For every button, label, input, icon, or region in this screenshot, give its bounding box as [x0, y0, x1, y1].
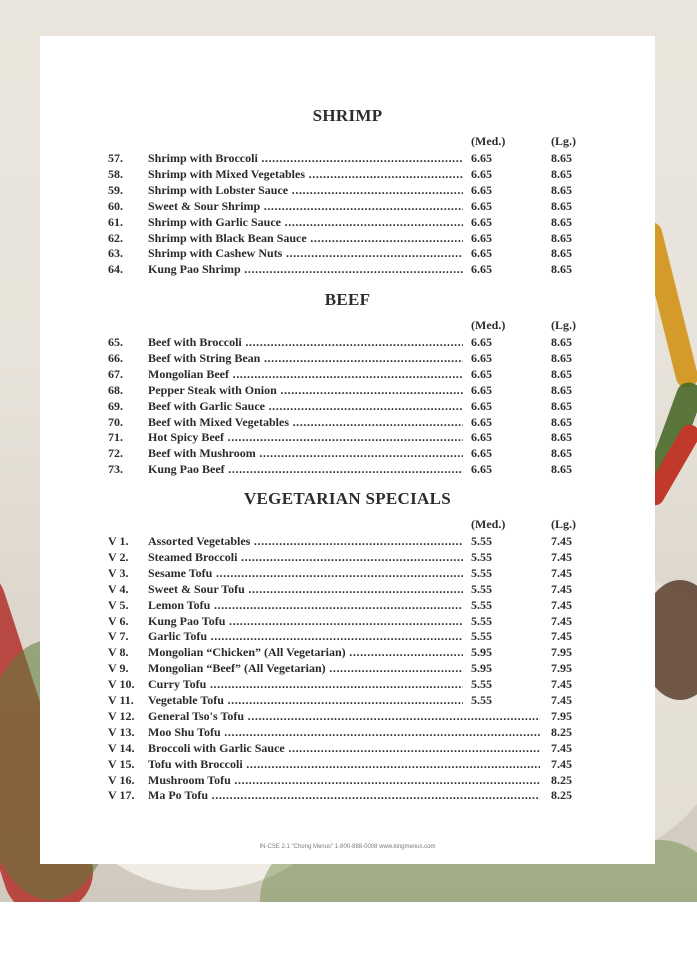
menu-item-price-lg: 8.65 [551, 382, 572, 397]
menu-item-number: V 3. [108, 565, 129, 580]
menu-item-number: 63. [108, 246, 123, 261]
menu-item-name: Beef with Garlic Sauce ..... [148, 398, 463, 414]
menu-item-price-med: 5.55 [471, 565, 492, 580]
menu-item-price-lg: 8.25 [551, 724, 572, 739]
menu-item-name: Beef with Broccoli ..... [148, 334, 463, 350]
column-header-med: (Med.) [471, 517, 506, 531]
menu-item-row [108, 740, 588, 756]
menu-item-row [108, 708, 588, 724]
column-header-lg: (Lg.) [551, 517, 576, 531]
menu-item-row [108, 166, 588, 182]
menu-item-number: V 1. [108, 534, 129, 548]
menu-item-name: Hot Spicy Beef ..... [148, 429, 463, 445]
menu-item-number: 59. [108, 182, 123, 197]
menu-item-name: Mongolian “Beef” (All Vegetarian) ..... [148, 660, 463, 676]
menu-item-number: V 8. [108, 645, 129, 660]
menu-item-row [108, 565, 588, 581]
menu-item-row [108, 414, 588, 430]
menu-item-row [108, 581, 588, 597]
menu-item-price-lg: 8.65 [551, 151, 572, 165]
menu-item-number: 64. [108, 262, 123, 277]
menu-item-price-lg: 7.45 [551, 740, 572, 755]
menu-item-price-lg: 8.65 [551, 246, 572, 261]
menu-item-name: Shrimp with Black Bean Sauce ..... [148, 230, 463, 246]
menu-item-price-med: 6.65 [471, 430, 492, 445]
menu-item-price-med: 5.55 [471, 534, 492, 548]
menu-item-number: 67. [108, 366, 123, 381]
menu-item-price-med: 5.95 [471, 645, 492, 660]
menu-item-name: Shrimp with Mixed Vegetables ..... [148, 166, 463, 182]
menu-item-price-med: 5.55 [471, 549, 492, 564]
menu-item-price-lg: 7.95 [551, 661, 572, 676]
menu-item-number: V 10. [108, 677, 135, 692]
menu-item-price-med: 6.65 [471, 182, 492, 197]
menu-item-name: Steamed Broccoli ..... [148, 549, 463, 565]
menu-item-number: 57. [108, 151, 123, 165]
menu-item-number: 58. [108, 166, 123, 181]
menu-item-row [108, 549, 588, 565]
menu-item-name: Kung Pao Beef ..... [148, 461, 463, 477]
menu-item-row [108, 182, 588, 198]
menu-item-price-lg: 8.65 [551, 414, 572, 429]
menu-item-price-lg: 7.45 [551, 693, 572, 707]
menu-item-number: V 11. [108, 693, 134, 707]
menu-item-number: 70. [108, 414, 123, 429]
menu-item-number: V 15. [108, 756, 135, 771]
menu-item-price-med: 6.65 [471, 230, 492, 245]
menu-item-price-med: 6.65 [471, 398, 492, 413]
menu-item-price-med: 5.55 [471, 613, 492, 628]
column-header-med: (Med.) [471, 318, 506, 332]
menu-item-number: 62. [108, 230, 123, 245]
menu-item-name: Curry Tofu ..... [148, 676, 463, 692]
menu-item-row [108, 461, 588, 477]
menu-item-price-lg: 7.45 [551, 549, 572, 564]
menu-item-number: 71. [108, 430, 123, 445]
menu-footer: IN-CSE 2.1 "Chong Menus" 1-800-888-0008 www.kingmenus.com [259, 844, 436, 850]
menu-panel [40, 36, 655, 864]
menu-item-name: Pepper Steak with Onion ..... [148, 382, 463, 398]
menu-item-price-lg: 8.25 [551, 788, 572, 803]
menu-item-price-lg: 7.95 [551, 645, 572, 660]
menu-item-row [108, 787, 588, 803]
column-header-lg: (Lg.) [551, 318, 576, 332]
section-title: SHRIMP [312, 106, 383, 125]
menu-item-number: V 2. [108, 549, 129, 564]
menu-item-number: V 13. [108, 724, 135, 739]
menu-item-price-med: 5.55 [471, 693, 492, 707]
menu-item-price-med: 6.65 [471, 335, 492, 349]
menu-item-number: V 17. [108, 788, 135, 803]
menu-item-row [108, 198, 588, 214]
menu-item-name: Sesame Tofu ..... [148, 565, 463, 581]
menu-item-number: 61. [108, 214, 123, 229]
menu-item-name: Shrimp with Lobster Sauce ..... [148, 182, 463, 198]
menu-item-price-med: 6.65 [471, 462, 492, 477]
menu-item-price-med: 5.95 [471, 661, 492, 676]
menu-item-price-lg: 8.65 [551, 366, 572, 381]
menu-item-number: 69. [108, 398, 123, 413]
menu-item-number: 73. [108, 462, 123, 477]
menu-item-name: Beef with Mushroom ..... [148, 445, 463, 461]
menu-item-name: Assorted Vegetables ..... [148, 533, 463, 549]
menu-item-price-lg: 8.65 [551, 262, 572, 277]
menu-item-name: Sweet & Sour Shrimp ..... [148, 198, 463, 214]
menu-item-price-lg: 7.45 [551, 613, 572, 628]
menu-item-row [108, 445, 588, 461]
menu-item-name: Moo Shu Tofu ..... [148, 724, 540, 740]
menu-item-price-lg: 7.45 [551, 534, 572, 548]
menu-item-name: Garlic Tofu ..... [148, 628, 463, 644]
menu-item-name: Beef with String Bean ..... [148, 350, 463, 366]
menu-item-price-med: 6.65 [471, 382, 492, 397]
menu-item-row [108, 366, 588, 382]
menu-item-price-lg: 8.65 [551, 335, 572, 349]
menu-item-name: Broccoli with Garlic Sauce ..... [148, 740, 540, 756]
menu-item-price-lg: 7.45 [551, 677, 572, 692]
menu-item-number: V 9. [108, 661, 129, 676]
menu-item-row [108, 350, 588, 366]
menu-item-number: V 12. [108, 708, 135, 723]
menu-item-price-lg: 7.95 [551, 708, 572, 723]
menu-item-name: Ma Po Tofu ..... [148, 787, 540, 803]
menu-item-name: Shrimp with Cashew Nuts ..... [148, 245, 463, 261]
menu-item-name: Shrimp with Broccoli ..... [148, 150, 463, 166]
menu-item-name: Mongolian Beef ..... [148, 366, 463, 382]
menu-item-price-med: 6.65 [471, 214, 492, 229]
menu-item-row [108, 261, 588, 277]
menu-item-number: V 5. [108, 597, 129, 612]
menu-item-price-med: 5.55 [471, 597, 492, 612]
menu-item-row [108, 772, 588, 788]
menu-item-price-med: 6.65 [471, 350, 492, 365]
menu-item-row [108, 676, 588, 692]
menu-item-number: 68. [108, 382, 123, 397]
menu-item-number: 66. [108, 350, 123, 365]
menu-item-price-lg: 8.65 [551, 166, 572, 181]
menu-item-price-lg: 7.45 [551, 629, 572, 644]
section-title: VEGETARIAN SPECIALS [243, 489, 452, 508]
menu-item-price-med: 6.65 [471, 366, 492, 381]
menu-item-number: V 6. [108, 613, 129, 628]
menu-item-price-lg: 8.65 [551, 198, 572, 213]
menu-item-name: General Tso's Tofu ..... [148, 708, 540, 724]
menu-item-name: Mongolian “Chicken” (All Vegetarian) ..... [148, 644, 463, 660]
menu-item-price-lg: 7.45 [551, 756, 572, 771]
menu-item-number: V 14. [108, 740, 135, 755]
menu-item-price-lg: 8.65 [551, 430, 572, 445]
menu-item-price-lg: 7.45 [551, 565, 572, 580]
menu-item-price-lg: 7.45 [551, 597, 572, 612]
menu-item-number: V 7. [108, 629, 129, 644]
menu-item-row [108, 628, 588, 644]
menu-item-price-lg: 8.65 [551, 350, 572, 365]
menu-item-row [108, 724, 588, 740]
menu-item-price-med: 5.55 [471, 581, 492, 596]
menu-item-row [108, 150, 588, 166]
menu-item-price-med: 6.65 [471, 166, 492, 181]
menu-item-row [108, 644, 588, 660]
menu-item-row [108, 533, 588, 549]
menu-item-price-lg: 8.25 [551, 772, 572, 787]
menu-item-row [108, 756, 588, 772]
menu-item-price-med: 6.65 [471, 151, 492, 165]
menu-item-row [108, 382, 588, 398]
menu-item-price-med: 6.65 [471, 446, 492, 461]
menu-item-row [108, 398, 588, 414]
menu-item-row [108, 429, 588, 445]
menu-item-price-med: 5.55 [471, 629, 492, 644]
menu-item-price-med: 6.65 [471, 198, 492, 213]
column-header-med: (Med.) [471, 134, 506, 148]
menu-item-price-lg: 8.65 [551, 462, 572, 477]
menu-item-price-lg: 8.65 [551, 214, 572, 229]
menu-item-name: Sweet & Sour Tofu ..... [148, 581, 463, 597]
menu-item-row [108, 230, 588, 246]
menu-item-row [108, 660, 588, 676]
menu-item-name: Beef with Mixed Vegetables ..... [148, 414, 463, 430]
menu-item-number: 60. [108, 198, 123, 213]
column-header-lg: (Lg.) [551, 134, 576, 148]
section-title: BEEF [324, 290, 371, 309]
menu-item-row [108, 334, 588, 350]
menu-item-name: Lemon Tofu ..... [148, 597, 463, 613]
menu-item-number: V 4. [108, 581, 129, 596]
menu-item-name: Kung Pao Shrimp ..... [148, 261, 463, 277]
menu-item-price-lg: 8.65 [551, 230, 572, 245]
menu-item-number: 72. [108, 446, 123, 461]
menu-item-row [108, 597, 588, 613]
menu-item-price-med: 6.65 [471, 414, 492, 429]
menu-item-row [108, 692, 588, 708]
menu-item-price-lg: 8.65 [551, 446, 572, 461]
menu-item-row [108, 214, 588, 230]
menu-item-name: Tofu with Broccoli ..... [148, 756, 540, 772]
menu-item-name: Shrimp with Garlic Sauce ..... [148, 214, 463, 230]
menu-item-price-med: 6.65 [471, 262, 492, 277]
menu-item-number: 65. [108, 335, 123, 349]
menu-item-price-lg: 7.45 [551, 581, 572, 596]
menu-item-row [108, 613, 588, 629]
menu-item-number: V 16. [108, 772, 135, 787]
menu-item-price-lg: 8.65 [551, 398, 572, 413]
menu-item-price-med: 5.55 [471, 677, 492, 692]
menu-item-row [108, 245, 588, 261]
menu-item-price-med: 6.65 [471, 246, 492, 261]
menu-item-price-lg: 8.65 [551, 182, 572, 197]
menu-item-name: Mushroom Tofu ..... [148, 772, 540, 788]
menu-item-name: Kung Pao Tofu ..... [148, 613, 463, 629]
menu-item-name: Vegetable Tofu ..... [148, 692, 463, 708]
